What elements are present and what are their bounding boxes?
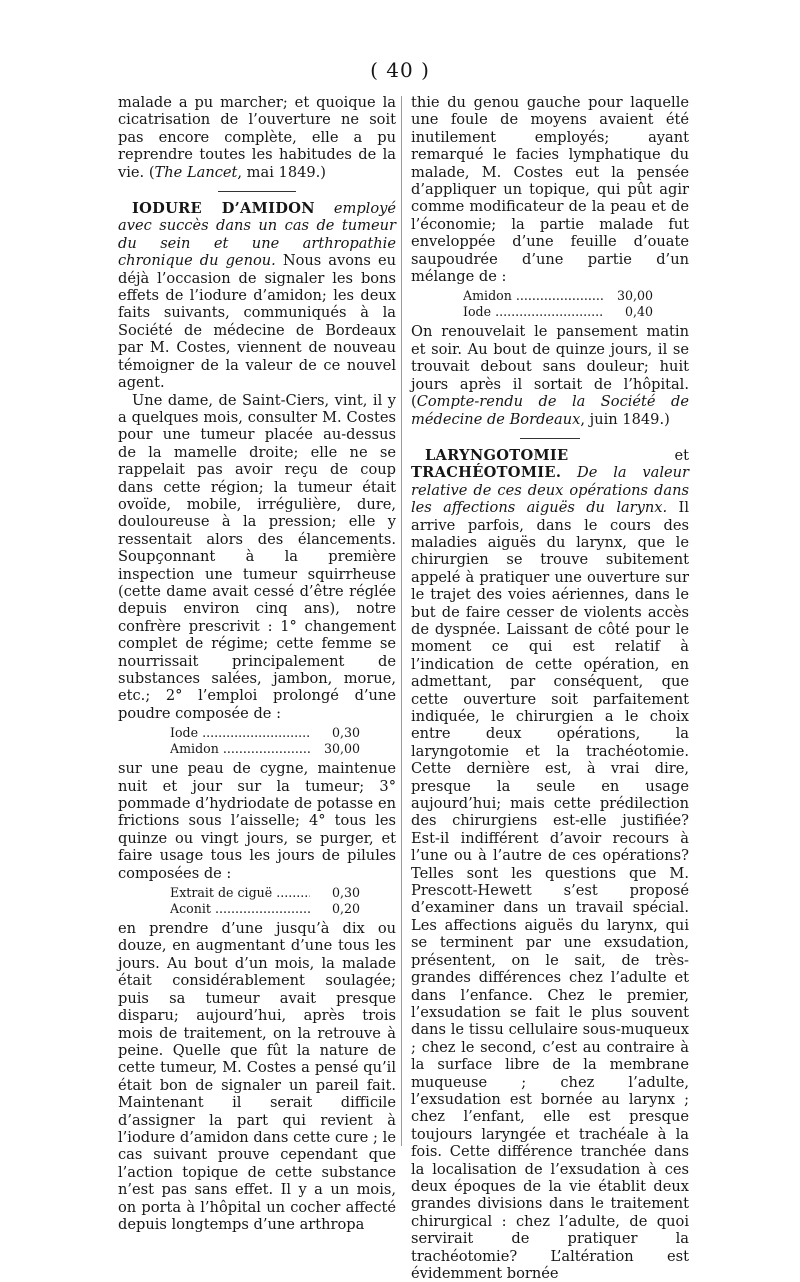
paragraph-treatment: sur une peau de cygne, maintenue nuit et jour sur la tumeur; 3° pommade d’hydriodate de potasse en frictions sous l’aisselle; 4° tous les quinze ou vingt jours, se purger, et faire usage tous les jours de pilules composées de : <box>118 760 396 882</box>
paragraph-bordeaux-end: On renouvelait le pansement matin et soir. Au bout de quinze jours, il se trouvait debout sans douleur; huit jours après il sortait de l’hôpital. (Compte-rendu de la Société de médecine de Bordeaux, juin 1849.) <box>411 323 689 428</box>
article-subtitle: De la valeur relative de ces deux opérations dans les affections aiguës du larynx. <box>411 464 689 517</box>
prescription-list <box>463 288 689 320</box>
article-title: IODURE D’AMIDON <box>132 200 315 218</box>
article-iodure-amidon: IODURE D’AMIDON employé avec succès dans un cas de tumeur du sein et une arthropathie chronique du genou. Nous avons eu déjà l’occasion de signaler les bons effets de l’iodure d’amidon; les deux faits suivants, communiqués à la Société de médecine de Bordeaux par M. Costes, viennent de nouveau témoigner de la valeur de ce nouvel agent. <box>118 200 396 392</box>
article-laryngotomie: LARYNGOTOMIE et TRACHÉOTOMIE. De la valeur relative de ces deux opérations dans les affections aiguës du larynx. Il arrive parfois, dans le cours des maladies aiguës du larynx, que le chirurgien se trouve subitement appelé à pratiquer une ouverture sur le trajet des voies aériennes, dans le but de faire cesser de violents accès de dyspnée. Laissant de côté pour le moment ce qui est relatif à l’indication de cette opération, en admettant, par conséquent, que cette ouverture soit parfaitement indiquée, le chirurgien a le choix entre deux opérations, la laryngotomie et la trachéotomie. Cette dernière est, à vrai dire, presque la seule en usage aujourd’hui; mais cette prédilection des chirurgiens est-elle justifiée? Est-il indifférent d’avoir recours à l’une ou à l’autre de ces opérations? Telles sont les questions que M. Prescott-Hewett s’est proposé d’examiner dans un travail spécial. Les affections aiguës du larynx, qui se terminent par une exsudation, présentent, on le sait, de très-grandes différences chez l’adulte et dans l’enfance. Chez le premier, l’exsudation se fait le plus souvent dans le tissu cellulaire sous-muqueux ; chez le second, c’est au contraire à la surface libre de la membrane muqueuse ; chez l’adulte, l’exsudation est bornée au larynx ; chez l’enfant, elle est presque toujours laryngée et trachéale à la fois. Cette différence tranchée dans la localisation de l’exsudation à ces deux époques de la vie établit deux grandes divisions dans le traitement chirurgical : chez l’adulte, de quoi servirait de pratiquer la trachéotomie? L’altération est évidemment bornée <box>411 446 689 1282</box>
section-divider <box>218 191 296 192</box>
prescription-row: Extrait de ciguë ..... 0,30 <box>170 885 360 901</box>
prescription-row: Amidon ..... 30,00 <box>463 288 653 304</box>
section-divider <box>520 438 580 439</box>
source-citation: The Lancet <box>154 163 238 181</box>
prescription-row: Iode ..... 0,40 <box>463 304 653 320</box>
prescription-row: Iode ..... 0,30 <box>170 725 360 741</box>
page-number: ( 40 ) <box>370 58 430 82</box>
paragraph-case-one: Une dame, de Saint-Ciers, vint, il y a quelques mois, consulter M. Costes pour une tumeur placée au-dessus de la mamelle droite; elle ne se rappelait pas avoir reçu de coup dans cette région; la tumeur était ovoïde, mobile, irrégulière, dure, douloureuse à la pression; elle y ressentait alors des élancements. Soupçonnant à la première inspection une tumeur squirrheuse (cette dame avait cessé d’être réglée depuis environ cinq ans), notre confrère prescrivit : 1° changement complet de régime; cette femme se nourrissait principalement de substances salées, jambon, morue, etc.; 2° l’emploi prolongé d’une poudre composée de : <box>118 391 396 722</box>
paragraph-lancet-end: malade a pu marcher; et quoique la cicatrisation de l’ouverture ne soit pas encore complète, elle a pu reprendre toutes les habitudes de la vie. (The Lancet, mai 1849.) <box>118 94 396 181</box>
article-title: TRACHÉOTOMIE. <box>411 464 562 482</box>
column-divider <box>401 96 402 1146</box>
prescription-row: Amidon ..... 30,00 <box>170 741 360 757</box>
paragraph-outcome: en prendre d’une jusqu’à dix ou douze, en augmentant d’une tous les jours. Au bout d’un mois, la malade était considérablement soulagée; puis sa tumeur avait presque disparu; aujourd’hui, après trois mois de traitement, on la retrouve à peine. Quelle que fût la nature de cette tumeur, M. Costes a pensé qu’il était bon de signaler un pareil fait. Maintenant il serait difficile d’assigner la part qui revient à l’iodure d’amidon dans cette cure ; le cas suivant prouve cependant que l’action topique de cette substance n’est pas sans effet. Il y a un mois, on porta à l’hôpital un cocher affecté depuis longtemps d’une arthropa <box>118 920 396 1233</box>
prescription-row: Aconit ..... 0,20 <box>170 901 360 917</box>
article-subtitle: employé avec succès dans un cas de tumeur du sein et une arthropathie chronique du genou. <box>118 200 396 270</box>
paragraph-case-two: thie du genou gauche pour laquelle une foule de moyens avaient été inutilement employés; ayant remarqué le facies lymphatique du malade, M. Costes eut la pensée d’appliquer un topique, qui pût agir comme modificateur de la peau et de l’économie; la partie malade fut enveloppée d’une feuille d’ouate saupoudrée d’une partie d’un mélange de : <box>411 94 689 286</box>
prescription-list <box>170 885 396 917</box>
right-column <box>411 94 689 1282</box>
source-citation: Compte-rendu de la Société de médecine de Bordeaux <box>411 393 689 428</box>
prescription-list <box>170 725 396 757</box>
left-column <box>118 94 396 1233</box>
article-title: LARYNGOTOMIE <box>425 446 569 464</box>
